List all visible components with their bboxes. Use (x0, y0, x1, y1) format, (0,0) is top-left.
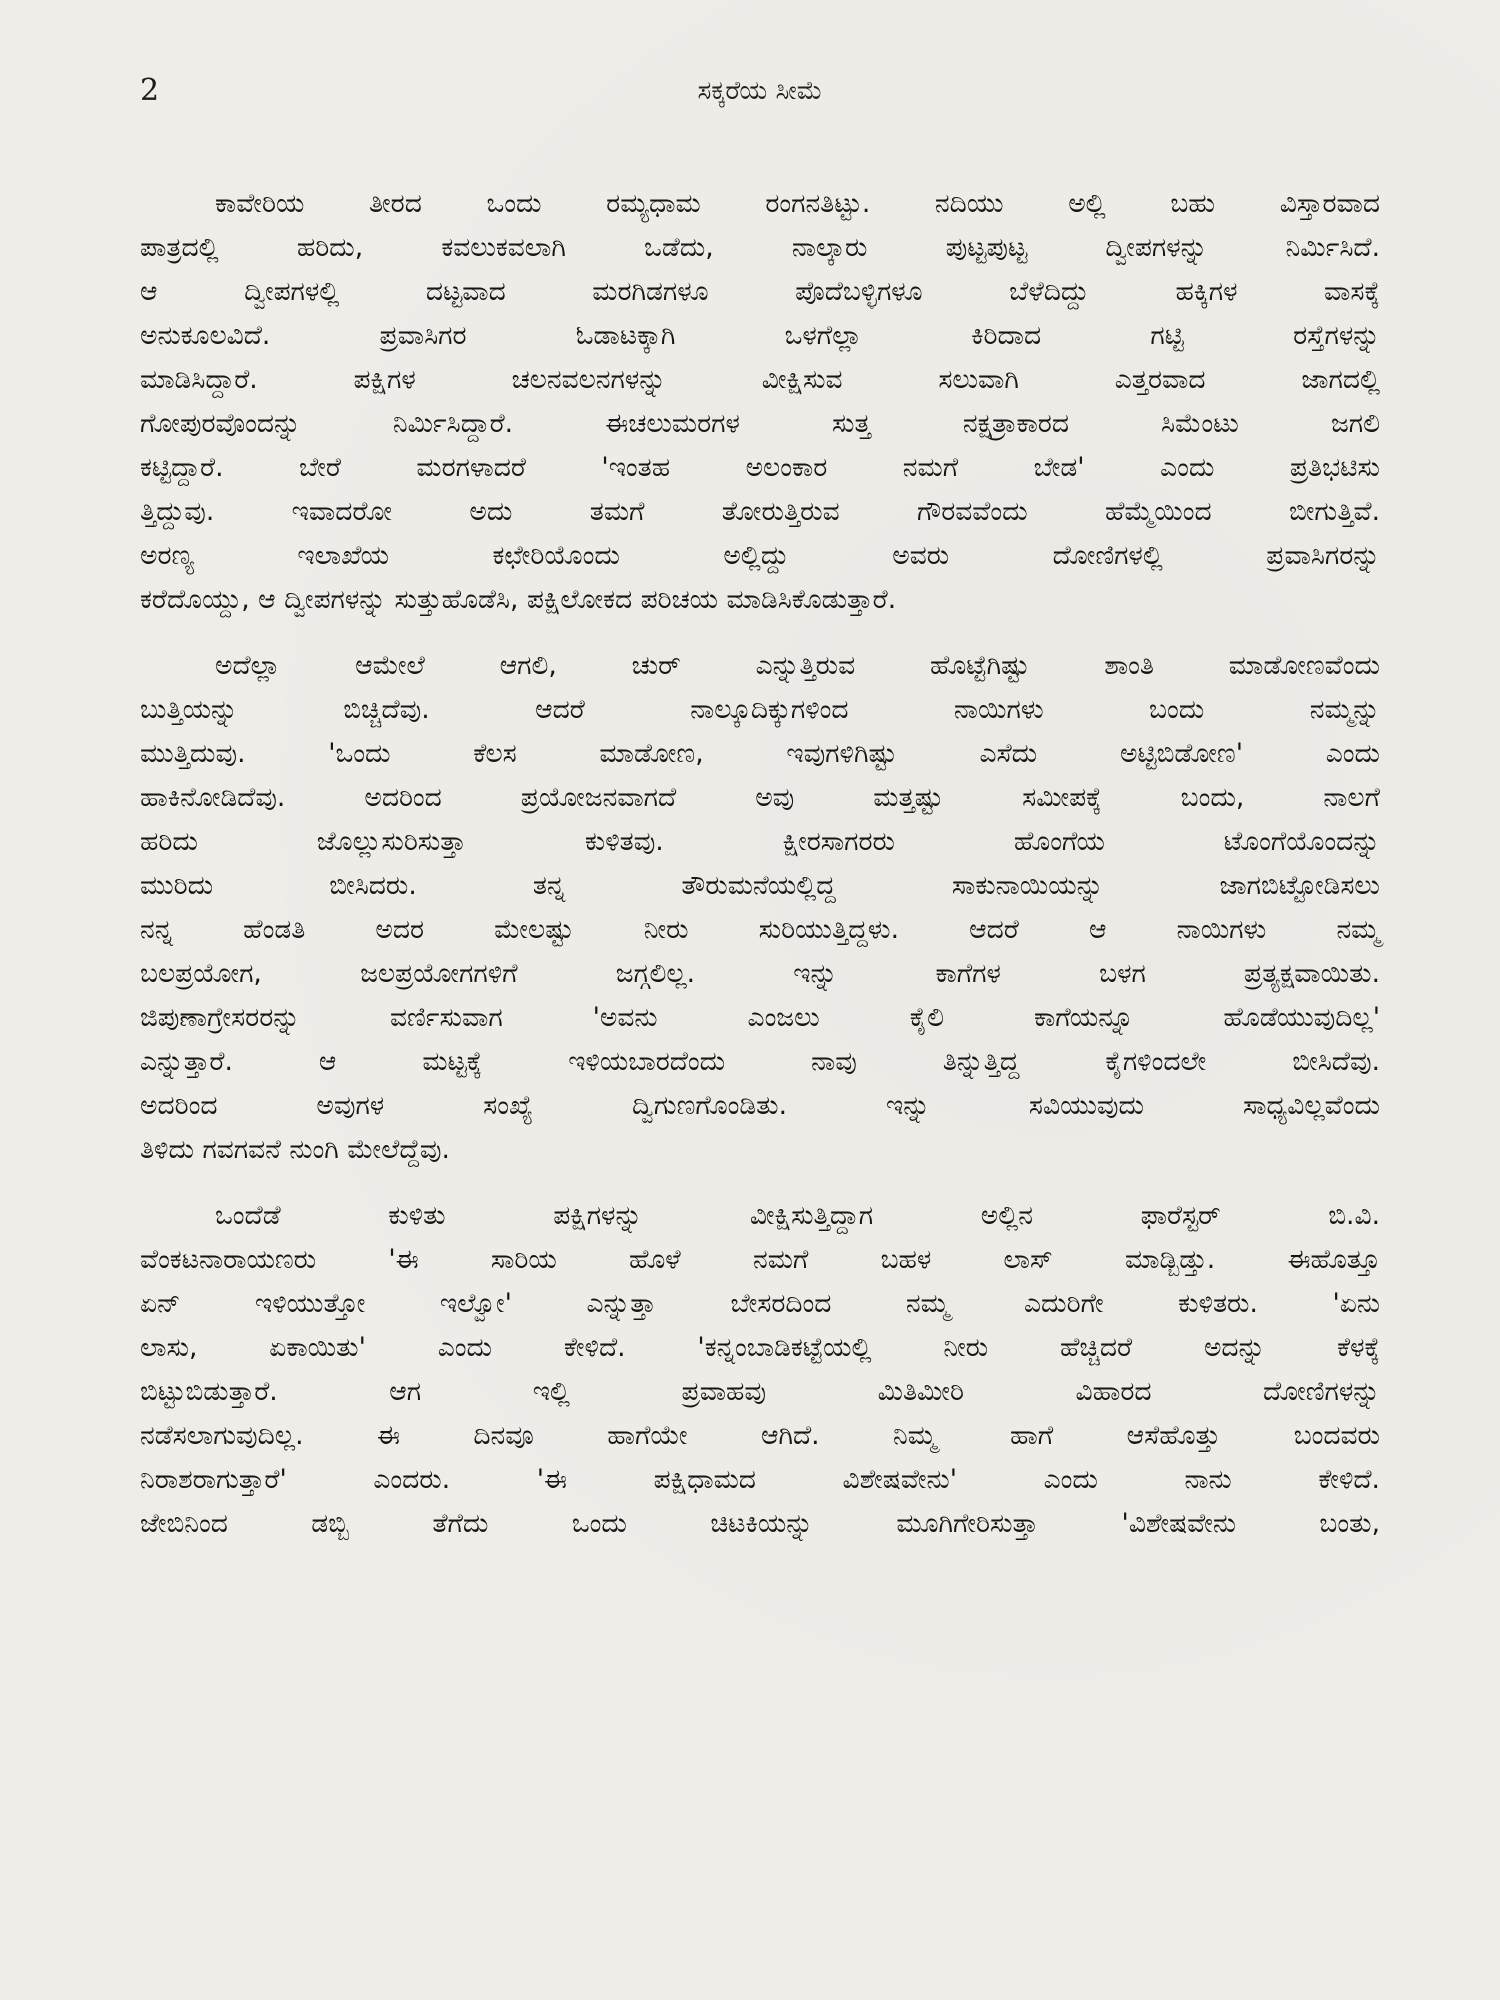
text-line: ಗೋಪುರವೊಂದನ್ನು ನಿರ್ಮಿಸಿದ್ದಾರೆ. ಈಚಲುಮರಗಳ ಸುತ್ತ ನಕ್ಷತ್ರಾಕಾರದ ಸಿಮೆಂಟು ಜಗಲಿ (140, 408, 1380, 439)
text-line: ಹಾಕಿನೋಡಿದೆವು. ಅದರಿಂದ ಪ್ರಯೋಜನವಾಗದೆ ಅವು ಮತ್ತಷ್ಟು ಸಮೀಪಕ್ಕೆ ಬಂದು, ನಾಲಗೆ (140, 782, 1380, 813)
text-line: ಕಾವೇರಿಯ ತೀರದ ಒಂದು ರಮ್ಯಧಾಮ ರಂಗನತಿಟ್ಟು. ನದಿಯು ಅಲ್ಲಿ ಬಹು ವಿಸ್ತಾರವಾದ (215, 188, 1380, 219)
text-line: ತಿಳಿದು ಗವಗವನೆ ನುಂಗಿ ಮೇಲೆದ್ದೆವು. (140, 1134, 450, 1165)
text-line: ಅನುಕೂಲವಿದೆ. ಪ್ರವಾಸಿಗರ ಓಡಾಟಕ್ಕಾಗಿ ಒಳಗೆಲ್ಲಾ ಕಿರಿದಾದ ಗಟ್ಟಿ ರಸ್ತೆಗಳನ್ನು (140, 320, 1380, 351)
page-header (140, 68, 1380, 114)
text-line: ಅರಣ್ಯ ಇಲಾಖೆಯ ಕಛೇರಿಯೊಂದು ಅಲ್ಲಿದ್ದು ಅವರು ದೋಣಿಗಳಲ್ಲಿ ಪ್ರವಾಸಿಗರನ್ನು (140, 540, 1380, 571)
page-number: 2 (140, 73, 160, 108)
body-text (140, 182, 1380, 1568)
text-line: ಅದರಿಂದ ಅವುಗಳ ಸಂಖ್ಯೆ ದ್ವಿಗುಣಗೊಂಡಿತು. ಇನ್ನು ಸವಿಯುವುದು ಸಾಧ್ಯವಿಲ್ಲವೆಂದು (140, 1090, 1380, 1121)
text-line: ಬಲಪ್ರಯೋಗ, ಜಲಪ್ರಯೋಗಗಳಿಗೆ ಜಗ್ಗಲಿಲ್ಲ. ಇನ್ನು ಕಾಗೆಗಳ ಬಳಗ ಪ್ರತ್ಯಕ್ಷವಾಯಿತು. (140, 958, 1380, 989)
text-line: ನನ್ನ ಹೆಂಡತಿ ಅದರ ಮೇಲಷ್ಟು ನೀರು ಸುರಿಯುತ್ತಿದ್ದಳು. ಆದರೆ ಆ ನಾಯಿಗಳು ನಮ್ಮ (140, 914, 1380, 945)
paragraph (140, 1194, 1380, 1546)
text-line: ಕರೆದೊಯ್ದು, ಆ ದ್ವೀಪಗಳನ್ನು ಸುತ್ತುಹೊಡೆಸಿ, ಪಕ್ಷಿಲೋಕದ ಪರಿಚಯ ಮಾಡಿಸಿಕೊಡುತ್ತಾರೆ. (140, 584, 897, 615)
text-line: ಬುತ್ತಿಯನ್ನು ಬಿಚ್ಚಿದೆವು. ಆದರೆ ನಾಲ್ಕೂದಿಕ್ಕುಗಳಿಂದ ನಾಯಿಗಳು ಬಂದು ನಮ್ಮನ್ನು (140, 694, 1380, 725)
text-line: ಏನ್ ಇಳಿಯುತ್ತೋ ಇಲ್ವೋ' ಎನ್ನುತ್ತಾ ಬೇಸರದಿಂದ ನಮ್ಮ ಎದುರಿಗೇ ಕುಳಿತರು. 'ಏನು (140, 1288, 1380, 1319)
text-line: ಜೇಬಿನಿಂದ ಡಬ್ಬಿ ತೆಗೆದು ಒಂದು ಚಿಟಕಿಯನ್ನು ಮೂಗಿಗೇರಿಸುತ್ತಾ 'ವಿಶೇಷವೇನು ಬಂತು, (140, 1508, 1380, 1539)
text-line: ನಡೆಸಲಾಗುವುದಿಲ್ಲ. ಈ ದಿನವೂ ಹಾಗೆಯೇ ಆಗಿದೆ. ನಿಮ್ಮ ಹಾಗೆ ಆಸೆಹೊತ್ತು ಬಂದವರು (140, 1420, 1380, 1451)
text-line: ನಿರಾಶರಾಗುತ್ತಾರೆ' ಎಂದರು. 'ಈ ಪಕ್ಷಿಧಾಮದ ವಿಶೇಷವೇನು' ಎಂದು ನಾನು ಕೇಳಿದೆ. (140, 1464, 1380, 1495)
text-line: ಅದೆಲ್ಲಾ ಆಮೇಲೆ ಆಗಲಿ, ಚುರ್ ಎನ್ನುತ್ತಿರುವ ಹೊಟ್ಟೆಗಿಷ್ಟು ಶಾಂತಿ ಮಾಡೋಣವೆಂದು (215, 650, 1380, 681)
text-line: ಹರಿದು ಜೊಲ್ಲುಸುರಿಸುತ್ತಾ ಕುಳಿತವು. ಕ್ಷೀರಸಾಗರರು ಹೊಂಗೆಯ ಟೊಂಗೆಯೊಂದನ್ನು (140, 826, 1380, 857)
running-title: ಸಕ್ಕರೆಯ ಸೀಮೆ (697, 76, 823, 106)
text-line: ಎನ್ನುತ್ತಾರೆ. ಆ ಮಟ್ಟಕ್ಕೆ ಇಳಿಯಬಾರದೆಂದು ನಾವು ತಿನ್ನುತ್ತಿದ್ದ ಕೈಗಳಿಂದಲೇ ಬೀಸಿದೆವು. (140, 1046, 1380, 1077)
text-line: ಕಟ್ಟಿದ್ದಾರೆ. ಬೇರೆ ಮರಗಳಾದರೆ 'ಇಂತಹ ಅಲಂಕಾರ ನಮಗೆ ಬೇಡ' ಎಂದು ಪ್ರತಿಭಟಿಸು (140, 452, 1380, 483)
text-line: ಬಿಟ್ಟುಬಿಡುತ್ತಾರೆ. ಆಗ ಇಲ್ಲಿ ಪ್ರವಾಹವು ಮಿತಿಮೀರಿ ವಿಹಾರದ ದೋಣಿಗಳನ್ನು (140, 1376, 1380, 1407)
text-line: ಜಿಪುಣಾಗ್ರೇಸರರನ್ನು ವರ್ಣಿಸುವಾಗ 'ಅವನು ಎಂಜಲು ಕೈಲಿ ಕಾಗೆಯನ್ನೂ ಹೊಡೆಯುವುದಿಲ್ಲ' (140, 1002, 1380, 1033)
paragraph (140, 644, 1380, 1172)
paragraph (140, 182, 1380, 622)
text-line: ಮುರಿದು ಬೀಸಿದರು. ತನ್ನ ತೌರುಮನೆಯಲ್ಲಿದ್ದ ಸಾಕುನಾಯಿಯನ್ನು ಜಾಗಬಿಟ್ಟೋಡಿಸಲು (140, 870, 1380, 901)
text-line: ಪಾತ್ರದಲ್ಲಿ ಹರಿದು, ಕವಲುಕವಲಾಗಿ ಒಡೆದು, ನಾಲ್ಕಾರು ಪುಟ್ಟಪುಟ್ಟ ದ್ವೀಪಗಳನ್ನು ನಿರ್ಮಿಸಿದೆ. (140, 232, 1380, 263)
text-line: ಮುತ್ತಿದುವು. 'ಒಂದು ಕೆಲಸ ಮಾಡೋಣ, ಇವುಗಳಿಗಿಷ್ಟು ಎಸೆದು ಅಟ್ಟಿಬಿಡೋಣ' ಎಂದು (140, 738, 1380, 769)
text-line: ಒಂದೆಡೆ ಕುಳಿತು ಪಕ್ಷಿಗಳನ್ನು ವೀಕ್ಷಿಸುತ್ತಿದ್ದಾಗ ಅಲ್ಲಿನ ಫಾರೆಸ್ಟರ್ ಬಿ.ವಿ. (215, 1200, 1380, 1231)
text-line: ವೆಂಕಟನಾರಾಯಣರು 'ಈ ಸಾರಿಯ ಹೊಳೆ ನಮಗೆ ಬಹಳ ಲಾಸ್ ಮಾಡ್ಬಿಡ್ತು. ಈಹೊತ್ತೂ (140, 1244, 1380, 1275)
text-line: ಆ ದ್ವೀಪಗಳಲ್ಲಿ ದಟ್ಟವಾದ ಮರಗಿಡಗಳೂ ಪೊದೆಬಳ್ಳಿಗಳೂ ಬೆಳೆದಿದ್ದು ಹಕ್ಕಿಗಳ ವಾಸಕ್ಕೆ (140, 276, 1380, 307)
text-line: ಮಾಡಿಸಿದ್ದಾರೆ. ಪಕ್ಷಿಗಳ ಚಲನವಲನಗಳನ್ನು ವೀಕ್ಷಿಸುವ ಸಲುವಾಗಿ ಎತ್ತರವಾದ ಜಾಗದಲ್ಲಿ (140, 364, 1380, 395)
text-line: ಲಾಸು, ಏಕಾಯಿತು' ಎಂದು ಕೇಳಿದೆ. 'ಕನ್ನಂಬಾಡಿಕಟ್ಟೆಯಲ್ಲಿ ನೀರು ಹೆಚ್ಚಿದರೆ ಅದನ್ನು ಕೆಳಕ್ಕೆ (140, 1332, 1380, 1363)
text-line: ತ್ತಿದ್ದುವು. ಇವಾದರೋ ಅದು ತಮಗೆ ತೋರುತ್ತಿರುವ ಗೌರವವೆಂದು ಹೆಮ್ಮೆಯಿಂದ ಬೀಗುತ್ತಿವೆ. (140, 496, 1380, 527)
